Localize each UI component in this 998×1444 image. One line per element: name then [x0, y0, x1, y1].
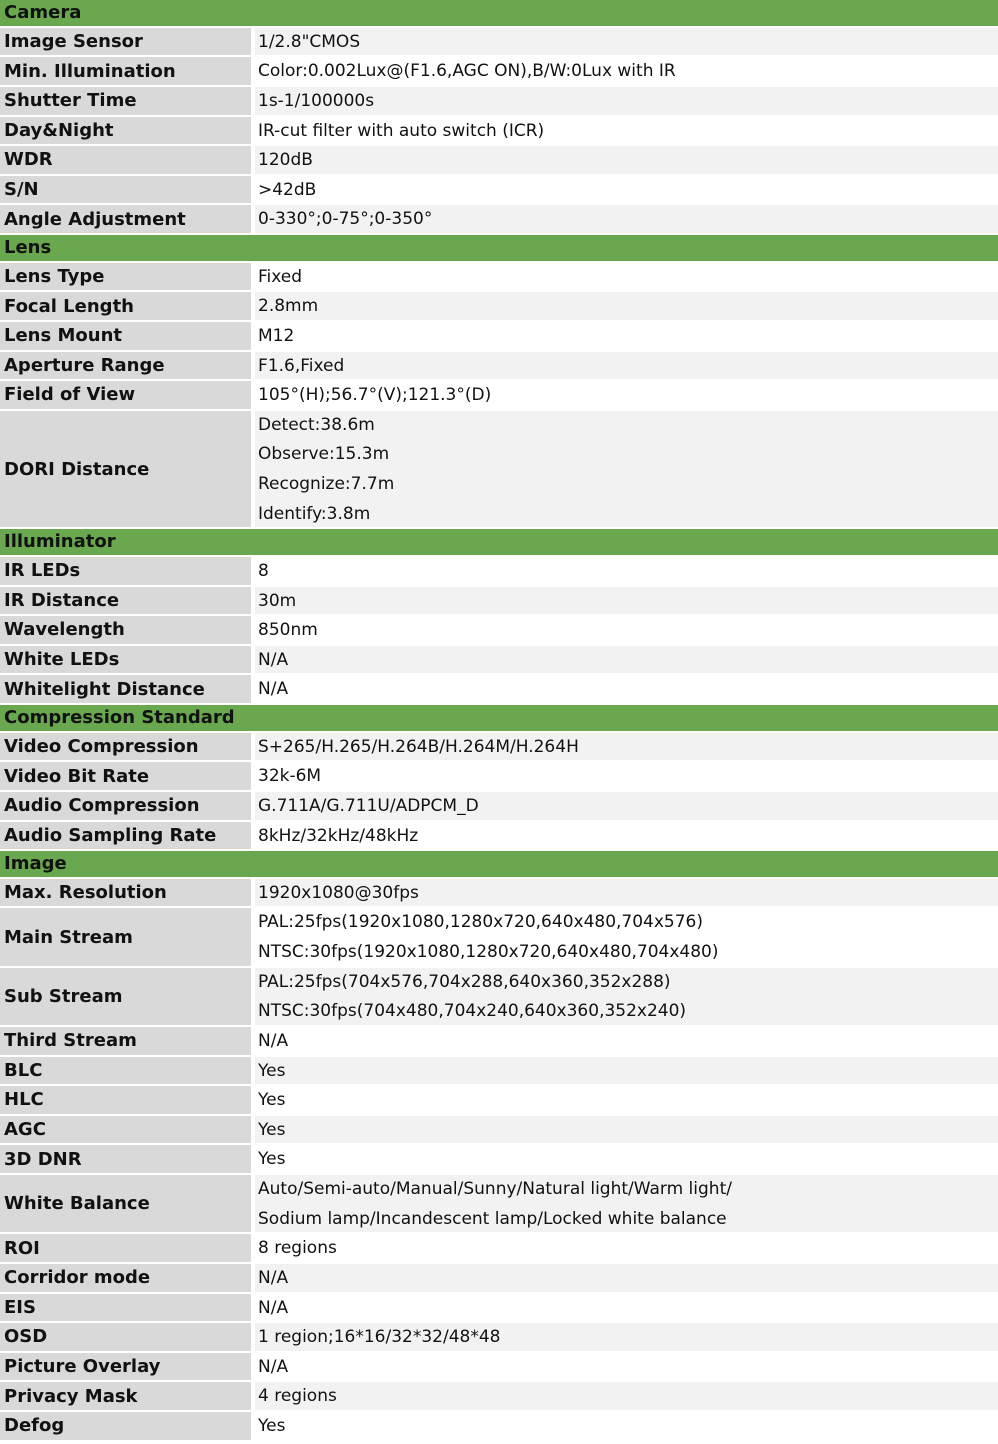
- spec-value-line: 8: [258, 560, 269, 581]
- spec-label: [0, 1057, 251, 1085]
- spec-row: [0, 1175, 998, 1234]
- spec-label-text: HLC: [4, 1089, 44, 1111]
- spec-label-text: Corridor mode: [4, 1267, 151, 1289]
- spec-label: [0, 557, 251, 585]
- spec-label-text: Privacy Mask: [4, 1385, 138, 1407]
- spec-row: [0, 792, 998, 822]
- spec-value-line: 2.8mm: [258, 296, 319, 317]
- spec-row: [0, 381, 998, 411]
- spec-label: [0, 1027, 251, 1055]
- spec-value: [255, 1264, 998, 1292]
- spec-label: [0, 1234, 251, 1262]
- spec-value: [255, 292, 998, 320]
- spec-value-line: N/A: [258, 1030, 289, 1051]
- spec-value: [255, 792, 998, 820]
- spec-label-text: Field of View: [4, 384, 136, 406]
- spec-value: [255, 263, 998, 291]
- spec-label-text: Image Sensor: [4, 30, 143, 52]
- spec-value: [255, 675, 998, 703]
- spec-value-line: 105°(H);56.7°(V);121.3°(D): [258, 385, 492, 406]
- spec-label-text: WDR: [4, 149, 53, 171]
- spec-value-line: M12: [258, 325, 295, 346]
- spec-value: [255, 1175, 998, 1232]
- spec-row: [0, 411, 998, 530]
- spec-value: [255, 1116, 998, 1144]
- spec-row: [0, 87, 998, 117]
- spec-value: [255, 762, 998, 790]
- spec-label-text: Day&Night: [4, 119, 114, 141]
- spec-row: [0, 352, 998, 382]
- spec-value-line: 4 regions: [258, 1386, 337, 1407]
- spec-label-text: Lens Mount: [4, 325, 122, 347]
- spec-label: [0, 1412, 251, 1440]
- section-header-illuminator: Illuminator: [0, 529, 998, 557]
- spec-row: [0, 1234, 998, 1264]
- spec-row: [0, 322, 998, 352]
- spec-row: [0, 176, 998, 206]
- spec-row: [0, 762, 998, 792]
- spec-value: [255, 57, 998, 85]
- spec-value: [255, 146, 998, 174]
- spec-label-text: BLC: [4, 1059, 43, 1081]
- spec-label-text: OSD: [4, 1326, 48, 1348]
- spec-value: [255, 205, 998, 233]
- spec-row: [0, 733, 998, 763]
- spec-value-line: 8kHz/32kHz/48kHz: [258, 825, 419, 846]
- spec-row: [0, 146, 998, 176]
- spec-row: [0, 616, 998, 646]
- spec-value-line: Color:0.002Lux@(F1.6,AGC ON),B/W:0Lux with IR: [258, 61, 676, 82]
- spec-row: [0, 646, 998, 676]
- spec-value-line: 32k-6M: [258, 766, 322, 787]
- spec-label: [0, 733, 251, 761]
- spec-label-text: Video Bit Rate: [4, 765, 150, 787]
- spec-value: [255, 381, 998, 409]
- spec-label-text: Min. Illumination: [4, 60, 176, 82]
- spec-value: [255, 1145, 998, 1173]
- spec-value-line: NTSC:30fps(1920x1080,1280x720,640x480,704x480): [258, 942, 719, 963]
- spec-label: [0, 908, 251, 965]
- spec-label-text: Sub Stream: [4, 985, 123, 1007]
- spec-value-line: PAL:25fps(704x576,704x288,640x360,352x288): [258, 971, 671, 992]
- spec-value: [255, 616, 998, 644]
- spec-label: [0, 1264, 251, 1292]
- spec-value-line: 0-330°;0-75°;0-350°: [258, 209, 433, 230]
- section-header-lens: Lens: [0, 235, 998, 263]
- spec-label: [0, 968, 251, 1025]
- spec-value: [255, 733, 998, 761]
- spec-label: [0, 1086, 251, 1114]
- spec-value-line: Sodium lamp/Incandescent lamp/Locked white balance: [258, 1208, 727, 1229]
- spec-label-text: Defog: [4, 1415, 65, 1437]
- spec-value-line: 1920x1080@30fps: [258, 882, 419, 903]
- spec-row: [0, 1353, 998, 1383]
- spec-label: [0, 646, 251, 674]
- spec-value-line: Yes: [258, 1149, 286, 1170]
- spec-value: [255, 646, 998, 674]
- spec-label: [0, 587, 251, 615]
- spec-value-line: NTSC:30fps(704x480,704x240,640x360,352x240): [258, 1001, 687, 1022]
- spec-value: [255, 1234, 998, 1262]
- spec-row: [0, 675, 998, 705]
- spec-value-line: N/A: [258, 679, 289, 700]
- section-header-compression-standard: Compression Standard: [0, 705, 998, 733]
- spec-value: [255, 1057, 998, 1085]
- spec-value-line: 1 region;16*16/32*32/48*48: [258, 1327, 501, 1348]
- section-header-image: Image: [0, 851, 998, 879]
- spec-label-text: Third Stream: [4, 1030, 137, 1052]
- spec-label-text: Whitelight Distance: [4, 678, 205, 700]
- spec-row: [0, 1086, 998, 1116]
- spec-row: [0, 968, 998, 1027]
- spec-value-line: 850nm: [258, 620, 318, 641]
- spec-value: [255, 411, 998, 528]
- spec-label-text: Video Compression: [4, 735, 199, 757]
- spec-label-text: Max. Resolution: [4, 882, 167, 904]
- spec-label: [0, 675, 251, 703]
- spec-value: [255, 1353, 998, 1381]
- spec-value-line: Yes: [258, 1119, 286, 1140]
- spec-label: [0, 411, 251, 528]
- spec-value-line: N/A: [258, 1356, 289, 1377]
- section-header-camera: Camera: [0, 0, 998, 28]
- spec-row: [0, 1382, 998, 1412]
- spec-value-line: Identify:3.8m: [258, 503, 371, 524]
- spec-value: [255, 176, 998, 204]
- spec-value-line: Yes: [258, 1416, 286, 1437]
- spec-label: [0, 1353, 251, 1381]
- spec-value: [255, 879, 998, 907]
- spec-label: [0, 1145, 251, 1173]
- spec-value-line: 1/2.8"CMOS: [258, 31, 361, 52]
- spec-label: [0, 1175, 251, 1232]
- spec-label-text: IR Distance: [4, 589, 120, 611]
- spec-label-text: Wavelength: [4, 619, 125, 641]
- spec-row: [0, 1027, 998, 1057]
- spec-label-text: ROI: [4, 1237, 40, 1259]
- spec-row: [0, 1264, 998, 1294]
- spec-label: [0, 292, 251, 320]
- spec-row: [0, 28, 998, 58]
- spec-value-line: Yes: [258, 1060, 286, 1081]
- spec-label: [0, 879, 251, 907]
- spec-label-text: S/N: [4, 179, 39, 201]
- spec-label: [0, 263, 251, 291]
- spec-label-text: Main Stream: [4, 926, 133, 948]
- spec-value-line: Auto/Semi-auto/Manual/Sunny/Natural light/Warm light/: [258, 1179, 732, 1200]
- spec-row: [0, 57, 998, 87]
- spec-value: [255, 822, 998, 850]
- spec-label-text: EIS: [4, 1296, 36, 1318]
- spec-value-line: 30m: [258, 590, 297, 611]
- spec-value-line: PAL:25fps(1920x1080,1280x720,640x480,704x576): [258, 912, 704, 933]
- spec-label-text: Audio Compression: [4, 795, 200, 817]
- spec-value-line: F1.6,Fixed: [258, 355, 345, 376]
- spec-row: [0, 1294, 998, 1324]
- spec-row: [0, 117, 998, 147]
- spec-label-text: AGC: [4, 1119, 46, 1141]
- spec-value-line: >42dB: [258, 179, 317, 200]
- spec-row: [0, 1323, 998, 1353]
- spec-value: [255, 1294, 998, 1322]
- spec-label: [0, 1323, 251, 1351]
- spec-label: [0, 87, 251, 115]
- spec-value: [255, 1412, 998, 1440]
- spec-row: [0, 1145, 998, 1175]
- spec-label-text: 3D DNR: [4, 1148, 82, 1170]
- spec-label-text: IR LEDs: [4, 560, 81, 582]
- spec-row: [0, 292, 998, 322]
- spec-label-text: White LEDs: [4, 649, 120, 671]
- spec-label: [0, 28, 251, 56]
- spec-value-line: G.711A/G.711U/ADPCM_D: [258, 795, 479, 816]
- spec-value: [255, 587, 998, 615]
- spec-label: [0, 146, 251, 174]
- spec-value: [255, 1382, 998, 1410]
- spec-value-line: Fixed: [258, 266, 303, 287]
- spec-label-text: Angle Adjustment: [4, 208, 186, 230]
- spec-value: [255, 908, 998, 965]
- spec-value-line: Recognize:7.7m: [258, 474, 395, 494]
- spec-row: [0, 557, 998, 587]
- spec-row: [0, 1412, 998, 1442]
- spec-label: [0, 792, 251, 820]
- spec-value-line: IR-cut filter with auto switch (ICR): [258, 120, 545, 141]
- spec-value: [255, 557, 998, 585]
- spec-label-text: Shutter Time: [4, 90, 137, 112]
- spec-value-line: Detect:38.6m: [258, 414, 375, 435]
- spec-label-text: Lens Type: [4, 265, 105, 287]
- spec-label: [0, 352, 251, 380]
- spec-value-line: N/A: [258, 649, 289, 670]
- spec-label: [0, 381, 251, 409]
- spec-row: [0, 822, 998, 852]
- spec-row: [0, 587, 998, 617]
- spec-label: [0, 1382, 251, 1410]
- spec-value-line: N/A: [258, 1297, 289, 1318]
- spec-label: [0, 176, 251, 204]
- spec-label-text: Focal Length: [4, 295, 134, 317]
- spec-value-line: S+265/H.265/H.264B/H.264M/H.264H: [258, 736, 579, 757]
- spec-value: [255, 322, 998, 350]
- spec-value: [255, 117, 998, 145]
- spec-value-line: N/A: [258, 1267, 289, 1288]
- spec-row: [0, 908, 998, 967]
- spec-value-line: 120dB: [258, 150, 313, 171]
- spec-label: [0, 57, 251, 85]
- spec-row: [0, 1057, 998, 1087]
- spec-label-text: White Balance: [4, 1193, 150, 1215]
- spec-label: [0, 322, 251, 350]
- spec-value-line: 1s-1/100000s: [258, 90, 375, 111]
- spec-value: [255, 1086, 998, 1114]
- spec-label: [0, 1116, 251, 1144]
- spec-row: [0, 263, 998, 293]
- spec-label-text: Picture Overlay: [4, 1356, 161, 1378]
- spec-label: [0, 616, 251, 644]
- spec-value: [255, 87, 998, 115]
- spec-row: [0, 879, 998, 909]
- spec-label: [0, 205, 251, 233]
- spec-label: [0, 822, 251, 850]
- spec-value-line: 8 regions: [258, 1238, 337, 1259]
- spec-value: [255, 1027, 998, 1055]
- spec-label-text: Aperture Range: [4, 354, 165, 376]
- spec-label-text: Audio Sampling Rate: [4, 824, 217, 846]
- spec-value-line: Observe:15.3m: [258, 444, 390, 465]
- spec-value: [255, 968, 998, 1025]
- spec-value: [255, 352, 998, 380]
- spec-label: [0, 762, 251, 790]
- spec-label-text: DORI Distance: [4, 458, 150, 480]
- spec-label: [0, 117, 251, 145]
- spec-label: [0, 1294, 251, 1322]
- spec-value-line: Yes: [258, 1090, 286, 1111]
- spec-value: [255, 28, 998, 56]
- spec-value: [255, 1323, 998, 1351]
- spec-row: [0, 205, 998, 235]
- spec-row: [0, 1116, 998, 1146]
